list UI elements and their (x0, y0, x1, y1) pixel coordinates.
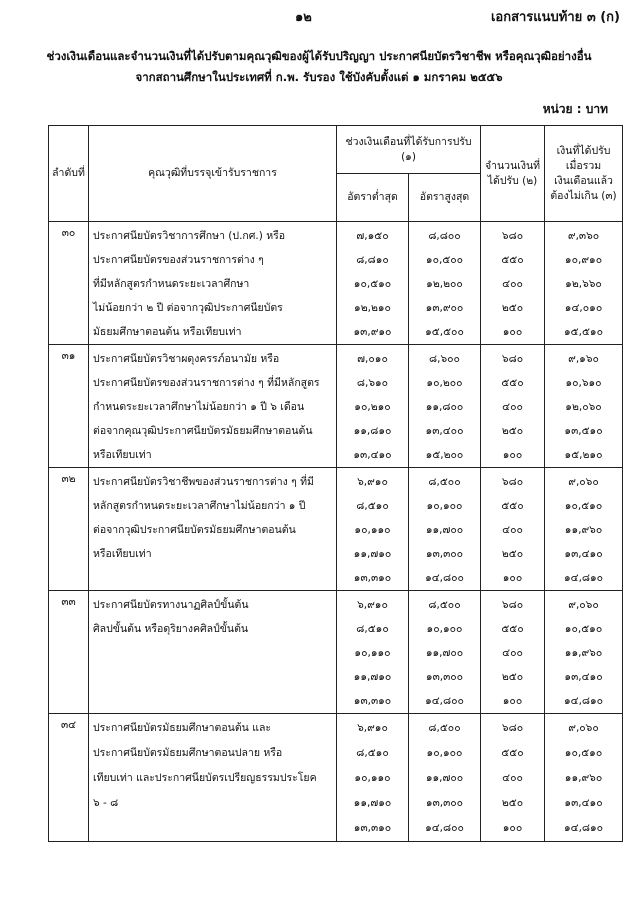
min-line: ๑๑,๗๑๐ (353, 797, 392, 809)
desc-line: ประกาศนียบัตรวิชาการศึกษา (ป.กศ.) หรือ (93, 230, 286, 242)
total-line: ๑๕,๒๑๐ (564, 449, 603, 461)
total-line: ๑๐,๖๑๐ (565, 377, 602, 389)
total-line: ๑๔,๘๑๐ (563, 695, 604, 707)
max-line: ๑๕,๕๐๐ (425, 326, 464, 338)
adjust-line: ๖๘๐ (501, 353, 524, 365)
total-line: ๙,๐๖๐ (568, 599, 599, 611)
max-line: ๑๑,๘๐๐ (425, 401, 464, 413)
adjust-line: ๒๕๐ (501, 671, 524, 683)
header-no: ลำดับที่ (49, 126, 89, 222)
min-line: ๘,๕๑๐ (356, 623, 389, 635)
total-line: ๑๑,๙๖๐ (564, 524, 603, 536)
max-line: ๑๐,๒๐๐ (426, 377, 463, 389)
header-salary-range: ช่วงเงินเดือนที่ได้รับการปรับ (๑) (337, 126, 481, 174)
row-number: ๓๒ (49, 468, 89, 591)
adjust-line: ๑๐๐ (502, 326, 523, 338)
cell-total (545, 468, 623, 591)
cell-desc (89, 468, 337, 591)
min-line: ๑๑,๗๑๐ (353, 548, 392, 560)
header-total-cap (545, 126, 623, 222)
row-number: ๓๐ (49, 222, 89, 345)
cell-desc (89, 345, 337, 468)
document-reference: เอกสารแนบท้าย ๓ (ก) (490, 10, 620, 25)
total-line: ๑๑,๙๖๐ (564, 772, 603, 784)
min-line: ๑๓,๓๑๐ (353, 572, 392, 584)
min-line: ๑๐,๒๑๐ (354, 401, 391, 413)
header-adjust-amount (481, 126, 545, 222)
table-row (49, 468, 623, 591)
cell-max (409, 468, 481, 591)
adjust-line: ๕๕๐ (501, 623, 524, 635)
desc-line: หรือเทียบเท่า (93, 548, 152, 560)
desc-line: หรือเทียบเท่า (93, 449, 152, 461)
desc-line (93, 816, 334, 841)
table-row (49, 591, 623, 714)
adjust-line: ๒๕๐ (501, 302, 524, 314)
adjust-line: ๒๕๐ (501, 548, 524, 560)
max-line: ๑๑,๗๐๐ (425, 524, 464, 536)
cell-adjust (481, 591, 545, 714)
max-line: ๑๐,๑๐๐ (426, 500, 463, 512)
desc-line: ประกาศนียบัตรมัธยมศึกษาตอนต้น และ (93, 722, 272, 734)
adjust-line: ๒๕๐ (501, 797, 524, 809)
max-line: ๘,๖๐๐ (429, 353, 460, 365)
max-line: ๘,๘๐๐ (428, 230, 461, 242)
adjust-line: ๒๕๐ (501, 425, 524, 437)
min-line: ๑๓,๔๑๐ (353, 449, 392, 461)
total-line: ๑๔,๐๑๐ (564, 302, 603, 314)
header-max-rate: อัตราสูงสุด (409, 174, 481, 222)
desc-line: ประกาศนียบัตรวิชาชีพของส่วนราชการต่าง ๆ ที่มี (93, 476, 314, 488)
cell-min (337, 468, 409, 591)
cell-max (409, 345, 481, 468)
max-line: ๑๓,๙๐๐ (425, 302, 464, 314)
desc-line: ประกาศนียบัตรของส่วนราชการต่าง ๆ (93, 254, 264, 266)
max-line: ๑๑,๗๐๐ (425, 772, 464, 784)
total-line: ๑๓,๔๑๐ (564, 548, 603, 560)
min-line: ๗,๐๑๐ (357, 353, 388, 365)
min-line: ๗,๑๕๐ (356, 230, 389, 242)
desc-line: ศิลปขั้นต้น หรือดุริยางคศิลป์ขั้นต้น (93, 623, 249, 635)
adjust-line: ๖๘๐ (501, 722, 524, 734)
table-row (49, 345, 623, 468)
adjust-line: ๕๕๐ (501, 747, 524, 759)
total-line: ๑๐,๙๑๐ (564, 254, 603, 266)
desc-line: หลักสูตรกำหนดระยะเวลาศึกษาไม่น้อยกว่า ๑ ปี (93, 500, 306, 512)
min-line: ๑๐,๑๑๐ (354, 524, 391, 536)
max-line: ๑๓,๓๐๐ (425, 797, 464, 809)
adjust-line: ๔๐๐ (502, 401, 523, 413)
cell-adjust (481, 345, 545, 468)
header-total-line-2: เมื่อรวม (565, 159, 602, 172)
adjust-line: ๖๘๐ (501, 476, 524, 488)
adjust-line: ๑๐๐ (502, 822, 523, 834)
cell-max (409, 222, 481, 345)
min-line: ๑๐,๑๑๐ (354, 647, 391, 659)
adjust-line: ๔๐๐ (502, 772, 523, 784)
salary-table (48, 125, 623, 842)
adjust-line: ๕๕๐ (501, 254, 524, 266)
desc-line (93, 689, 334, 713)
adjust-line: ๕๕๐ (501, 500, 524, 512)
header-qualification: คุณวุฒิที่บรรจุเข้ารับราชการ (89, 126, 337, 222)
unit-label: หน่วย : บาท (542, 102, 608, 116)
cell-min (337, 345, 409, 468)
total-line: ๑๓,๔๑๐ (564, 671, 603, 683)
adjust-line: ๕๕๐ (501, 377, 524, 389)
adjust-line: ๑๐๐ (502, 572, 523, 584)
min-line: ๑๓,๓๑๐ (353, 695, 392, 707)
desc-line: ประกาศนียบัตรของส่วนราชการต่าง ๆ ที่มีหลักสูตร (93, 377, 320, 389)
max-line: ๑๓,๔๐๐ (425, 425, 464, 437)
header-total-line-1: เงินที่ได้ปรับ (556, 144, 611, 157)
total-line: ๑๐,๕๑๐ (564, 500, 603, 512)
total-line: ๑๕,๕๑๐ (564, 326, 603, 338)
total-line: ๑๒,๖๖๐ (565, 278, 602, 290)
desc-line: ประกาศนียบัตรวิชาผดุงครรภ์อนามัย หรือ (93, 353, 280, 365)
cell-min (337, 222, 409, 345)
max-line: ๑๐,๑๐๐ (426, 623, 463, 635)
min-line: ๖,๙๑๐ (357, 722, 388, 734)
total-line: ๑๓,๔๑๐ (564, 797, 603, 809)
adjust-line: ๔๐๐ (502, 278, 523, 290)
header-min-rate: อัตราต่ำสุด (337, 174, 409, 222)
max-line: ๑๓,๓๐๐ (425, 548, 464, 560)
cell-total (545, 345, 623, 468)
desc-line: ที่มีหลักสูตรกำหนดระยะเวลาศึกษา (93, 278, 250, 290)
desc-line: ๖ - ๘ (93, 797, 119, 809)
total-line: ๑๐,๕๑๐ (564, 623, 603, 635)
min-line: ๑๓,๓๑๐ (353, 822, 392, 834)
desc-line (93, 665, 334, 689)
total-line: ๑๒,๐๖๐ (565, 401, 602, 413)
min-line: ๑๐,๕๑๐ (353, 278, 392, 290)
max-line: ๑๔,๘๐๐ (425, 822, 464, 834)
min-line: ๖,๙๑๐ (357, 476, 388, 488)
cell-min (337, 591, 409, 714)
cell-total (545, 222, 623, 345)
max-line: ๑๐,๕๐๐ (425, 254, 464, 266)
min-line: ๑๒,๒๑๐ (354, 302, 391, 314)
max-line: ๑๔,๘๐๐ (425, 572, 464, 584)
min-line: ๑๑,๗๑๐ (353, 671, 392, 683)
cell-total (545, 714, 623, 842)
cell-adjust (481, 468, 545, 591)
total-line: ๑๑,๙๖๐ (564, 647, 603, 659)
header-adjust-line-1: จำนวนเงินที่ (484, 159, 541, 172)
cell-desc (89, 222, 337, 345)
total-line: ๙,๐๖๐ (568, 722, 599, 734)
min-line: ๑๐,๑๑๐ (354, 772, 391, 784)
cell-max (409, 591, 481, 714)
table-body (49, 222, 623, 842)
total-line: ๑๔,๘๑๐ (563, 572, 604, 584)
min-line: ๘,๕๑๐ (356, 500, 389, 512)
desc-line: ต่อจากคุณวุฒิประกาศนียบัตรมัธยมศึกษาตอนต้น (93, 425, 313, 437)
desc-line: ไม่น้อยกว่า ๒ ปี ต่อจากวุฒิประกาศนียบัตร (93, 302, 283, 314)
row-number: ๓๓ (49, 591, 89, 714)
document-title-line-2: จากสถานศึกษาในประเทศที่ ก.พ. รับรอง ใช้บังคับตั้งแต่ ๑ มกราคม ๒๕๕๖ (135, 70, 503, 84)
max-line: ๘,๕๐๐ (428, 599, 461, 611)
max-line: ๑๕,๒๐๐ (425, 449, 464, 461)
header-adjust-line-2: ได้ปรับ (๒) (487, 174, 538, 187)
total-line: ๙,๑๖๐ (568, 353, 599, 365)
max-line: ๑๓,๓๐๐ (425, 671, 464, 683)
desc-line (93, 641, 334, 665)
min-line: ๑๓,๙๑๐ (353, 326, 392, 338)
total-line: ๙,๓๖๐ (567, 230, 600, 242)
max-line: ๑๐,๑๐๐ (426, 747, 463, 759)
adjust-line: ๑๐๐ (502, 449, 523, 461)
min-line: ๑๑,๘๑๐ (353, 425, 392, 437)
desc-line: ประกาศนียบัตรมัธยมศึกษาตอนปลาย หรือ (93, 747, 283, 759)
cell-desc (89, 591, 337, 714)
adjust-line: ๖๘๐ (501, 230, 524, 242)
desc-line: เทียบเท่า และประกาศนียบัตรเปรียญธรรมประโยค (93, 772, 317, 784)
total-line: ๑๐,๕๑๐ (564, 747, 603, 759)
max-line: ๑๑,๗๐๐ (425, 647, 464, 659)
max-line: ๑๔,๘๐๐ (425, 695, 464, 707)
max-line: ๘,๕๐๐ (428, 722, 461, 734)
desc-line: ประกาศนียบัตรทางนาฏศิลป์ขั้นต้น (93, 599, 249, 611)
total-line: ๑๔,๘๑๐ (563, 822, 604, 834)
cell-total (545, 591, 623, 714)
total-line: ๙,๐๖๐ (568, 476, 599, 488)
desc-line: กำหนดระยะเวลาศึกษาไม่น้อยกว่า ๑ ปี ๖ เดือน (93, 401, 305, 413)
desc-line: มัธยมศึกษาตอนต้น หรือเทียบเท่า (93, 326, 242, 338)
adjust-line: ๑๐๐ (502, 695, 523, 707)
max-line: ๘,๕๐๐ (428, 476, 461, 488)
page-number: ๑๒ (295, 10, 312, 25)
cell-max (409, 714, 481, 842)
adjust-line: ๔๐๐ (502, 647, 523, 659)
desc-line: ต่อจากวุฒิประกาศนียบัตรมัธยมศึกษาตอนต้น (93, 524, 296, 536)
min-line: ๘,๕๑๐ (356, 747, 389, 759)
adjust-line: ๔๐๐ (502, 524, 523, 536)
cell-min (337, 714, 409, 842)
table-row (49, 222, 623, 345)
table-row (49, 714, 623, 842)
row-number: ๓๑ (49, 345, 89, 468)
min-line: ๘,๘๑๐ (356, 254, 389, 266)
min-line: ๘,๖๑๐ (356, 377, 389, 389)
cell-adjust (481, 222, 545, 345)
adjust-line: ๖๘๐ (501, 599, 524, 611)
header-total-line-4: ต้องไม่เกิน (๓) (550, 189, 617, 202)
row-number: ๓๔ (49, 714, 89, 842)
cell-adjust (481, 714, 545, 842)
desc-line (93, 566, 334, 590)
total-line: ๑๓,๕๑๐ (564, 425, 603, 437)
min-line: ๖,๙๑๐ (357, 599, 388, 611)
document-title-line-1: ช่วงเงินเดือนและจำนวนเงินที่ได้ปรับตามคุณวุฒิของผู้ได้รับปริญญา ประกาศนียบัตรวิชาชีพ หรือคุณวุฒิอย่างอื่น (46, 49, 592, 63)
cell-desc (89, 714, 337, 842)
header-total-line-3: เงินเดือนแล้ว (554, 174, 613, 187)
max-line: ๑๒,๒๐๐ (426, 278, 463, 290)
